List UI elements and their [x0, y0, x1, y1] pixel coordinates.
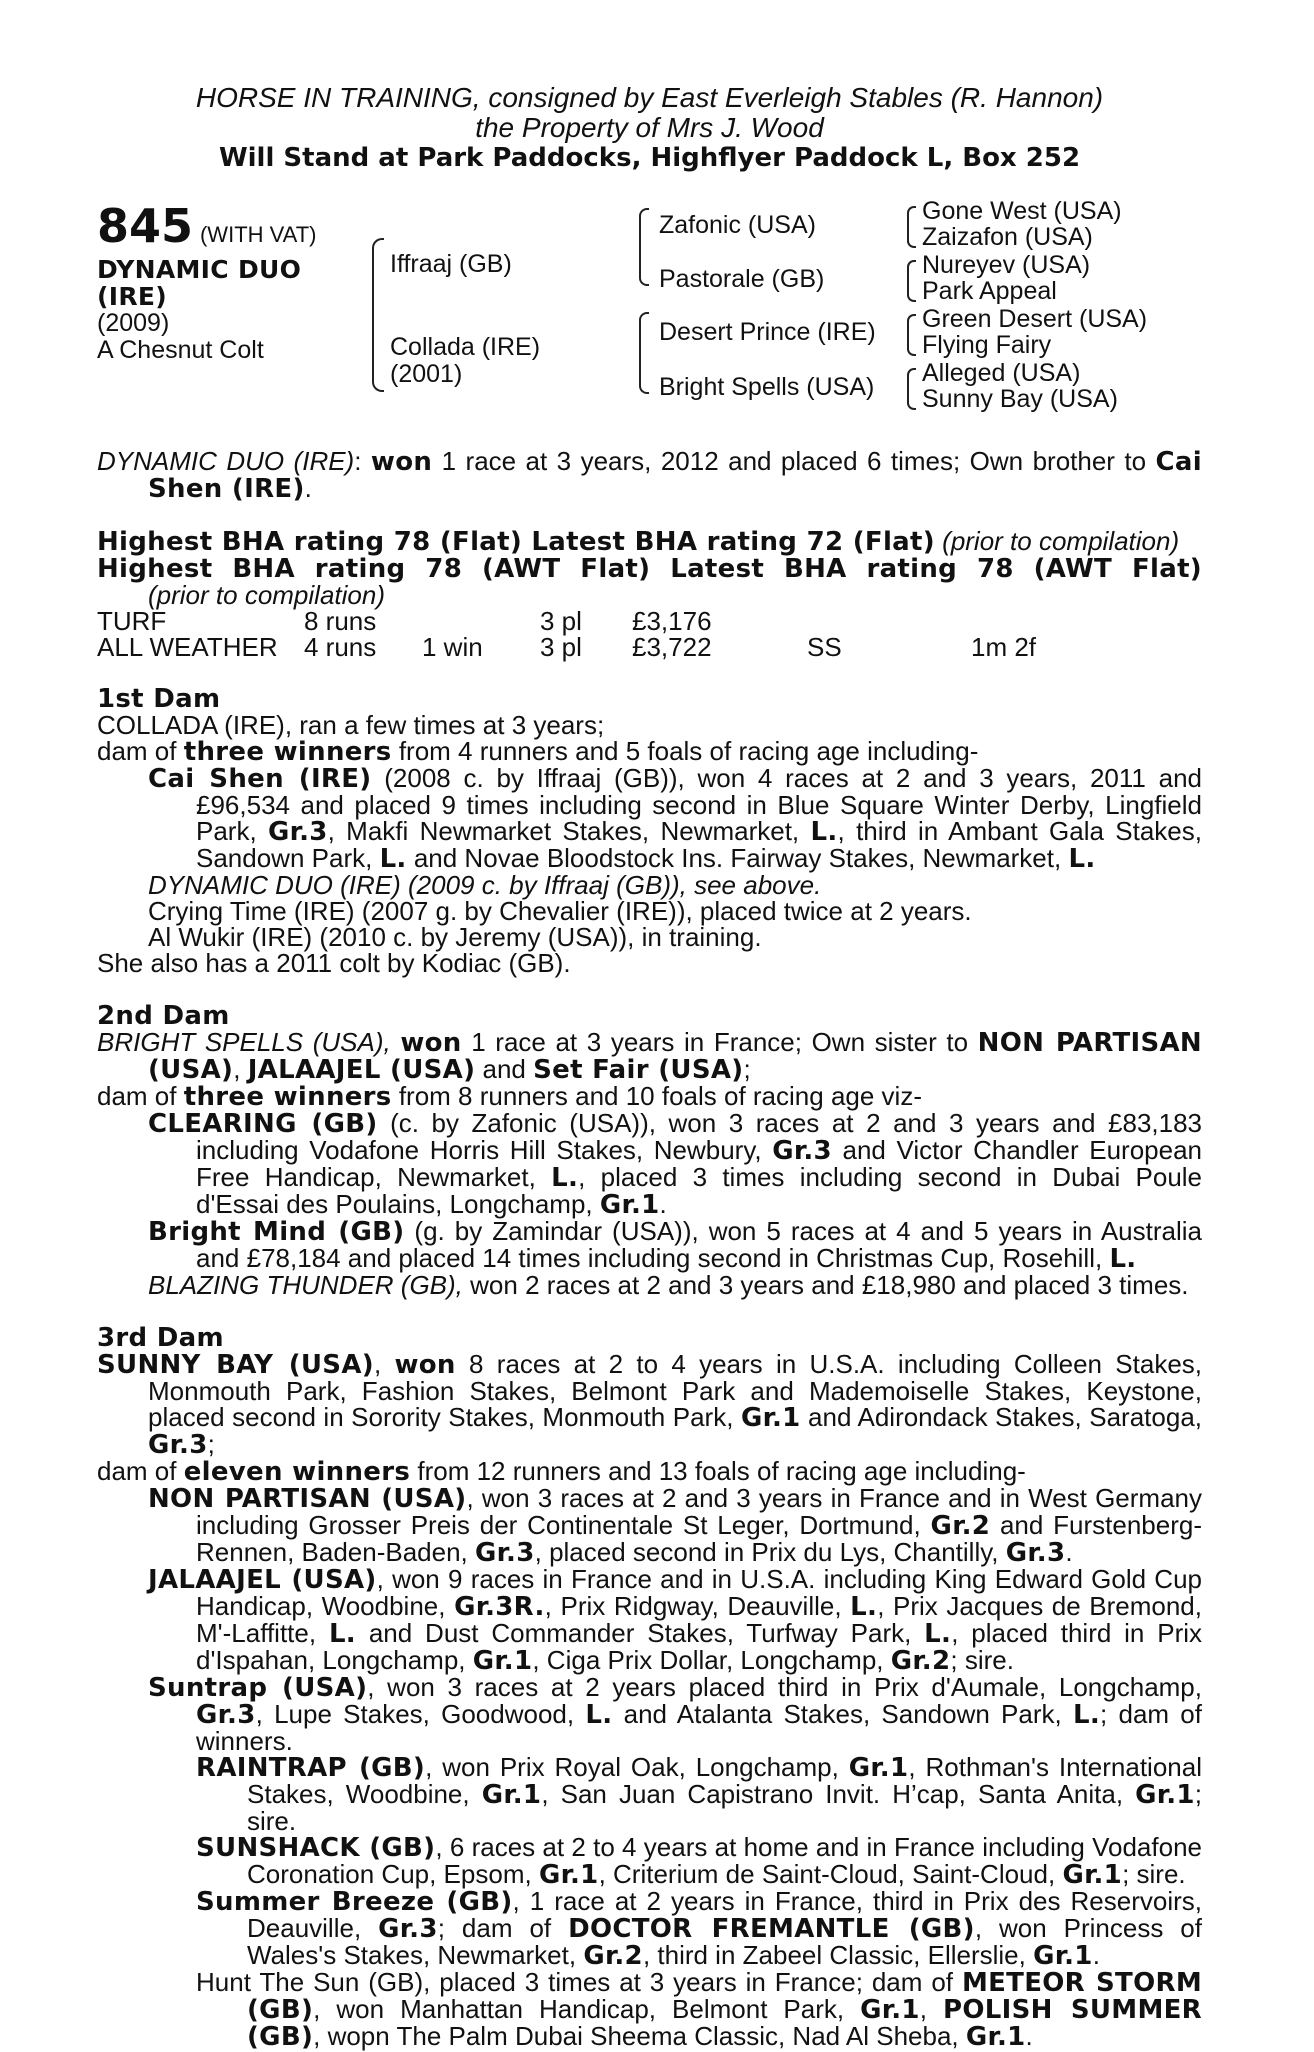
pedigree-dam-sire: Desert Prince (IRE) [659, 318, 876, 346]
pedigree-dam-dam: Bright Spells (USA) [659, 373, 875, 401]
lot-number-row [97, 199, 317, 253]
race-summary: DYNAMIC DUO (IRE): won 1 race at 3 years, 2012 and placed 6 times; Own brother to Cai Shen (IRE). [97, 446, 1202, 504]
second-dam-produce: dam of three winners from 8 runners and 10 foals of racing age viz- [97, 1081, 922, 1112]
produce-jalaajel: JALAAJEL (USA), won 9 races in France and in U.S.A. including King Edward Gold Cup Handicap, Woodbine, Gr.3R., Prix Ridgway, Deauville, L., Prix Jacques de Bremond, M'-Laffitte, L. and Dust Commander Stakes, Turfway Park, L., placed third in Prix d'Ispahan, Longchamp, Gr.1, Ciga Prix Dollar, Longchamp, Gr.2; sire. [148, 1564, 1203, 1676]
lot-number: 845 [97, 199, 194, 253]
table-row: TURF 8 runs 3 pl £3,176 [97, 606, 712, 636]
pedigree-sss: Gone West (USA) [922, 197, 1122, 225]
pedigree-bracket-gg3 [907, 314, 916, 356]
consignor-line: HORSE IN TRAINING, consigned by East Everleigh Stables (R. Hannon) [195, 82, 1104, 113]
pedigree-sire: Iffraaj (GB) [390, 250, 512, 278]
pedigree-ddd: Sunny Bay (USA) [922, 385, 1118, 413]
foaling-year: (2009) [97, 309, 170, 337]
second-dam-heading: 2nd Dam [97, 1001, 230, 1031]
produce-blazing-thunder: BLAZING THUNDER (GB), won 2 races at 2 and 3 years and £18,980 and placed 3 times. [148, 1270, 1189, 1300]
pedigree-ssd: Zaizafon (USA) [922, 223, 1093, 251]
pedigree-bracket-main [372, 238, 384, 392]
catalogue-page [97, 83, 1202, 2050]
pedigree-block [97, 198, 1202, 430]
pedigree-bracket-gg1 [907, 206, 916, 248]
produce-sunshack: SUNSHACK (GB), 6 races at 2 to 4 years at home and in France including Vodafone Coronation Cup, Epsom, Gr.1, Criterium de Saint-Cloud, Saint-Cloud, Gr.1; sire. [196, 1832, 1202, 1890]
third-dam-produce: dam of eleven winners from 12 runners and 13 foals of racing age including- [97, 1456, 1026, 1487]
pedigree-bracket-sire [639, 208, 649, 286]
owner-line: the Property of Mrs J. Wood [475, 112, 824, 143]
pedigree-sds: Nureyev (USA) [922, 251, 1091, 279]
pedigree-dds: Alleged (USA) [922, 359, 1081, 387]
third-dam-summary: SUNNY BAY (USA), won 8 races at 2 to 4 years in U.S.A. including Colleen Stakes, Monmouth Park, Fashion Stakes, Belmont Park and Mademoiselle Stakes, Keystone, placed second in Sorority Stakes, Monmouth Park, Gr.1 and Adirondack Stakes, Saratoga, Gr.3; [97, 1349, 1202, 1460]
first-dam-summary: COLLADA (IRE), ran a few times at 3 years; [97, 710, 605, 740]
rating-awt: Highest BHA rating 78 (AWT Flat) Latest BHA rating 78 (AWT Flat) (prior to compilation) [97, 554, 1202, 610]
first-dam-produce: dam of three winners from 4 runners and 5 foals of racing age including- [97, 736, 979, 767]
pedigree-dam-year: (2001) [390, 360, 463, 388]
produce-raintrap: RAINTRAP (GB), won Prix Royal Oak, Longchamp, Gr.1, Rothman's International Stakes, Woodbine, Gr.1, San Juan Capistrano Invit. H’cap, Santa Anita, Gr.1; sire. [196, 1752, 1202, 1836]
pedigree-bracket-gg4 [907, 368, 916, 410]
produce-note: She also has a 2011 colt by Kodiac (GB). [97, 948, 571, 978]
table-row: ALL WEATHER 4 runs 1 win 3 pl £3,722 SS 1m 2f [97, 632, 1037, 662]
second-dam-summary: BRIGHT SPELLS (USA), won 1 race at 3 years in France; Own sister to NON PARTISAN (USA), JALAAJEL (USA) and Set Fair (USA); [97, 1027, 1202, 1085]
produce-hunt-the-sun: Hunt The Sun (GB), placed 3 times at 3 years in France; dam of METEOR STORM (GB), won Manhattan Handicap, Belmont Park, Gr.1, POLISH SUMMER (GB), wopn The Palm Dubai Sheema Classic, Nad Al Sheba, Gr.1. [196, 1967, 1203, 2052]
pedigree-sire-sire: Zafonic (USA) [659, 211, 816, 239]
pedigree-dss: Green Desert (USA) [922, 305, 1148, 333]
produce-crying-time: Crying Time (IRE) (2007 g. by Chevalier (IRE)), placed twice at 2 years. [148, 896, 972, 926]
produce-summer-breeze: Summer Breeze (GB), 1 race at 2 years in France, third in Prix des Reservoirs, Deauville, Gr.3; dam of DOCTOR FREMANTLE (GB), won Princess of Wales's Stakes, Newmarket, Gr.2, third in Zabeel Classic, Ellerslie, Gr.1. [196, 1886, 1202, 1971]
pedigree-sire-dam: Pastorale (GB) [659, 265, 825, 293]
horse-suffix: (IRE) [97, 282, 167, 311]
horse-name: DYNAMIC DUO [97, 255, 302, 284]
location-line: Will Stand at Park Paddocks, Highflyer Paddock L, Box 252 [218, 143, 1081, 173]
first-dam-heading: 1st Dam [97, 684, 221, 714]
produce-non-partisan: NON PARTISAN (USA), won 3 races at 2 and 3 years in France and in West Germany including Grosser Preis der Continentale St Leger, Dortmund, Gr.2 and Furstenberg-Rennen, Baden-Baden, Gr.3, placed second in Prix du Lys, Chantilly, Gr.3. [148, 1483, 1202, 1568]
third-dam-heading: 3rd Dam [97, 1323, 224, 1353]
rating-flat: Highest BHA rating 78 (Flat) Latest BHA rating 72 (Flat) (prior to compilation) [97, 526, 1180, 557]
produce-bright-mind: Bright Mind (GB) (g. by Zamindar (USA)), won 5 races at 4 and 5 years in Australia and £78,184 and placed 14 times including second in Christmas Cup, Rosehill, L. [148, 1216, 1202, 1274]
pedigree-sdd: Park Appeal [922, 277, 1057, 305]
produce-suntrap: Suntrap (USA), won 3 races at 2 years placed third in Prix d'Aumale, Longchamp, Gr.3, Lupe Stakes, Goodwood, L. and Atalanta Stakes, Sandown Park, L.; dam of winners. [148, 1672, 1202, 1756]
pedigree-bracket-gg2 [907, 260, 916, 302]
pedigree-dam: Collada (IRE) [390, 333, 541, 361]
vat-note: (WITH VAT) [199, 222, 317, 247]
pedigree-bracket-dam [639, 312, 649, 394]
produce-cai-shen: Cai Shen (IRE) (2008 c. by Iffraaj (GB)), won 4 races at 2 and 3 years, 2011 and £96,534 and placed 9 times including second in Blue Square Winter Derby, Lingfield Park, Gr.3, Makfi Newmarket Stakes, Newmarket, L., third in Ambant Gala Stakes, Sandown Park, L. and Novae Bloodstock Ins. Fairway Stakes, Newmarket, L. [148, 763, 1202, 874]
produce-clearing: CLEARING (GB) (c. by Zafonic (USA)), won 3 races at 2 and 3 years and £83,183 including Vodafone Horris Hill Stakes, Newbury, Gr.3 and Victor Chandler European Free Handicap, Newmarket, L., placed 3 times including second in Dubai Poule d'Essai des Poulains, Longchamp, Gr.1. [148, 1108, 1203, 1220]
pedigree-dsd: Flying Fairy [922, 331, 1052, 359]
produce-dynamic-duo: DYNAMIC DUO (IRE) (2009 c. by Iffraaj (GB)), see above. [148, 870, 822, 900]
produce-al-wukir: Al Wukir (IRE) (2010 c. by Jeremy (USA)), in training. [148, 922, 762, 952]
horse-description: A Chesnut Colt [97, 336, 264, 364]
race-record-table [97, 608, 1036, 660]
